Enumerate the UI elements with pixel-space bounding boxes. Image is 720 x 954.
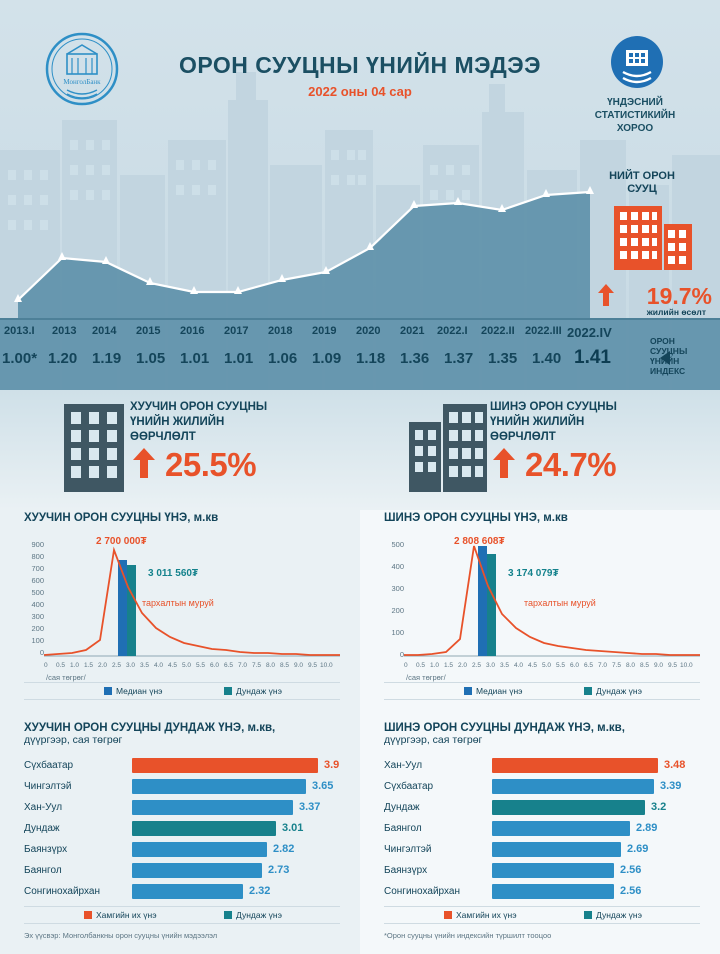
up-arrow-icon — [598, 284, 614, 306]
district-value: 2.32 — [249, 885, 271, 897]
legend-mean — [584, 686, 642, 696]
legend-median-label: Медиан үнэ — [476, 686, 523, 696]
legend-max — [84, 910, 157, 920]
district-value: 3.65 — [312, 780, 334, 792]
district-value: 3.01 — [282, 822, 304, 834]
x-tick: 0 — [44, 662, 48, 669]
year-label: 2016 — [180, 325, 205, 337]
index-value: 1.35 — [488, 350, 518, 367]
x-tick: 8.0 — [626, 662, 636, 669]
table-row — [24, 777, 344, 798]
new-mean-label: 3 174 079₮ — [508, 568, 559, 579]
legend-swatch-max-icon — [444, 911, 452, 919]
district-bar — [492, 821, 630, 836]
x-tick: 2.5 — [472, 662, 482, 669]
y-tick: 300 — [31, 612, 44, 621]
district-value: 2.56 — [620, 885, 642, 897]
new-dist-legend — [384, 682, 700, 700]
building-icon-dark-right — [405, 400, 491, 496]
legend-max-label: Хамгийн их үнэ — [96, 910, 157, 920]
yearly-change-band — [0, 390, 720, 510]
x-tick: 3.5 — [140, 662, 150, 669]
new-bars-title-sub: дүүргээр, сая төгрөг — [384, 734, 483, 746]
index-value: 1.40 — [532, 350, 562, 367]
x-tick: 5.0 — [182, 662, 192, 669]
legend-swatch-mean-icon — [224, 687, 232, 695]
old-curve-annotation: тархалтын муруй — [142, 598, 214, 608]
table-row — [384, 798, 704, 819]
new-housing-panel — [360, 510, 720, 954]
legend-avg-label: Дундаж үнэ — [596, 910, 642, 920]
old-district-bars — [24, 756, 344, 903]
old-housing-panel — [0, 510, 360, 954]
x-tick: 1.0 — [430, 662, 440, 669]
district-name: Сүхбаатар — [24, 760, 74, 771]
old-housing-change-pct: 25.5% — [165, 446, 257, 483]
x-tick: 9.0 — [654, 662, 664, 669]
district-name: Чингэлтэй — [24, 781, 72, 792]
x-tick: 7.0 — [238, 662, 248, 669]
new-dist-unit: /сая төгрөг/ — [406, 673, 446, 682]
x-tick: 3.0 — [486, 662, 496, 669]
old-mean-label: 3 011 560₮ — [148, 568, 199, 579]
legend-max-label: Хамгийн их үнэ — [456, 910, 517, 920]
district-name: Дундаж — [24, 823, 60, 834]
table-row — [24, 840, 344, 861]
y-tick: 400 — [391, 562, 404, 571]
page-subtitle: 2022 оны 04 сар — [308, 84, 412, 99]
district-value: 2.69 — [627, 843, 649, 855]
new-housing-change-block — [360, 390, 720, 510]
index-value: 1.06 — [268, 350, 298, 367]
up-arrow-icon-new — [493, 448, 515, 478]
district-name: Сонгинохайрхан — [384, 886, 460, 897]
district-name: Баянгол — [24, 865, 62, 876]
old-title-line-1: ХУУЧИН ОРОН СУУЦНЫ — [130, 401, 268, 413]
index-value: 1.41 — [574, 347, 611, 368]
x-tick: 6.5 — [224, 662, 234, 669]
x-tick: 2.0 — [98, 662, 108, 669]
x-tick: 10.0 — [680, 662, 693, 669]
new-bars-title — [384, 722, 704, 746]
x-tick: 1.0 — [70, 662, 80, 669]
year-label: 2022.II — [481, 325, 515, 337]
legend-median-label: Медиан үнэ — [116, 686, 163, 696]
district-bar — [132, 884, 243, 899]
new-dist-chart — [384, 536, 700, 682]
total-housing-growth-sub: жилийн өсөлт — [646, 307, 706, 317]
hpi-label-1: ОРОН — [650, 336, 675, 346]
x-tick: 2.0 — [458, 662, 468, 669]
year-label: 2022.IV — [567, 325, 612, 340]
district-bar — [492, 758, 658, 773]
district-value: 3.9 — [324, 759, 340, 771]
table-row — [24, 756, 344, 777]
legend-avg — [224, 910, 282, 920]
x-tick: 2.5 — [112, 662, 122, 669]
y-tick: 0 — [399, 650, 404, 659]
index-value: 1.18 — [356, 350, 386, 367]
index-value: 1.09 — [312, 350, 342, 367]
district-value: 3.39 — [660, 780, 682, 792]
new-bars-title-main: ШИНЭ ОРОН СУУЦНЫ ДУНДАЖ ҮНЭ, м.кв, — [384, 722, 625, 734]
old-housing-change-title — [130, 400, 320, 445]
page-title: ОРОН СУУЦНЫ ҮНИЙН МЭДЭЭ — [178, 52, 542, 78]
old-dist-title: ХУУЧИН ОРОН СУУЦНЫ ҮНЭ, м.кв — [24, 512, 219, 524]
table-row — [384, 861, 704, 882]
total-housing-label — [582, 170, 702, 196]
district-name: Баянгол — [384, 823, 422, 834]
legend-median — [104, 686, 163, 696]
district-bar — [132, 863, 262, 878]
index-value: 1.36 — [400, 350, 430, 367]
building-icon-orange — [608, 198, 698, 272]
x-tick: 7.5 — [252, 662, 262, 669]
district-value: 2.56 — [620, 864, 642, 876]
x-tick: 4.0 — [514, 662, 524, 669]
table-row — [24, 819, 344, 840]
year-label: 2021 — [400, 325, 425, 337]
new-housing-change-title — [490, 400, 680, 445]
legend-swatch-mean-icon — [584, 687, 592, 695]
year-label: 2020 — [356, 325, 381, 337]
y-tick: 100 — [31, 636, 44, 645]
legend-mean-label: Дундаж үнэ — [596, 686, 642, 696]
district-bar — [492, 842, 621, 857]
old-source-note: Эх үүсвэр: Монголбанкны орон сууцны үнийн мэдээлэл — [24, 931, 218, 940]
legend-swatch-avg-icon — [584, 911, 592, 919]
district-value: 2.73 — [268, 864, 290, 876]
district-value: 3.48 — [664, 759, 686, 771]
old-title-line-3: ӨӨРЧЛӨЛТ — [130, 431, 196, 443]
old-bars-legend — [24, 906, 340, 924]
y-tick: 200 — [31, 624, 44, 633]
total-housing-label-2: СУУЦ — [627, 183, 657, 195]
district-bar — [492, 779, 654, 794]
district-value: 2.82 — [273, 843, 295, 855]
district-value: 3.2 — [651, 801, 667, 813]
y-tick: 900 — [31, 540, 44, 549]
new-bars-legend — [384, 906, 700, 924]
y-tick: 100 — [391, 628, 404, 637]
new-title-line-3: ӨӨРЧЛӨЛТ — [490, 431, 556, 443]
old-dist-unit: /сая төгрөг/ — [46, 673, 86, 682]
district-bar — [492, 863, 614, 878]
old-bars-title — [24, 722, 344, 746]
year-label: 2019 — [312, 325, 337, 337]
legend-swatch-max-icon — [84, 911, 92, 919]
year-label: 2014 — [92, 325, 117, 337]
year-label: 2013.I — [4, 325, 35, 337]
legend-median — [464, 686, 523, 696]
district-bar — [132, 758, 318, 773]
new-title-line-2: ҮНИЙН ЖИЛИЙН — [490, 416, 585, 428]
year-label: 2022.III — [525, 325, 562, 337]
new-title-line-1: ШИНЭ ОРОН СУУЦНЫ — [490, 401, 617, 413]
hpi-label-3: ҮНИЙН — [650, 356, 680, 366]
old-housing-change-block — [0, 390, 360, 510]
x-tick: 5.0 — [542, 662, 552, 669]
district-bar — [492, 800, 645, 815]
legend-avg-label: Дундаж үнэ — [236, 910, 282, 920]
index-value: 1.20 — [48, 350, 78, 367]
x-tick: 8.5 — [280, 662, 290, 669]
y-tick: 300 — [391, 584, 404, 593]
district-bar — [132, 800, 293, 815]
new-dist-xticks — [406, 662, 700, 672]
nso-label — [560, 96, 710, 135]
old-median-label: 2 700 000₮ — [96, 536, 147, 547]
old-dist-xticks — [46, 662, 340, 672]
up-arrow-icon-old — [133, 448, 155, 478]
district-name: Сүхбаатар — [384, 781, 434, 792]
x-tick: 0 — [404, 662, 408, 669]
table-row — [384, 882, 704, 903]
new-source-note: *Орон сууцны үнийн индексийн түршилт тооцоо — [384, 931, 552, 940]
x-tick: 0.5 — [56, 662, 66, 669]
x-tick: 8.5 — [640, 662, 650, 669]
district-bar — [132, 779, 306, 794]
legend-avg — [584, 910, 642, 920]
legend-swatch-median-icon — [464, 687, 472, 695]
district-name: Сонгинохайрхан — [24, 886, 100, 897]
y-tick: 800 — [31, 552, 44, 561]
x-tick: 5.5 — [196, 662, 206, 669]
y-tick: 500 — [391, 540, 404, 549]
y-tick: 400 — [31, 600, 44, 609]
hero-section — [0, 0, 720, 390]
new-dist-title: ШИНЭ ОРОН СУУЦНЫ ҮНЭ, м.кв — [384, 512, 568, 524]
x-tick: 3.5 — [500, 662, 510, 669]
index-value: 1.01 — [180, 350, 210, 367]
year-label: 2017 — [224, 325, 249, 337]
x-tick: 4.0 — [154, 662, 164, 669]
x-tick: 6.0 — [210, 662, 220, 669]
hpi-label-4: ИНДЕКС — [650, 366, 686, 376]
y-tick: 500 — [31, 588, 44, 597]
x-tick: 0.5 — [416, 662, 426, 669]
index-axis-years — [0, 325, 720, 343]
svg-text:МонголБанк: МонголБанк — [63, 78, 101, 86]
old-title-line-2: ҮНИЙН ЖИЛИЙН — [130, 416, 225, 428]
total-housing-growth: 19.7% — [646, 283, 712, 309]
table-row — [384, 840, 704, 861]
year-label: 2015 — [136, 325, 161, 337]
legend-swatch-median-icon — [104, 687, 112, 695]
legend-mean-label: Дундаж үнэ — [236, 686, 282, 696]
table-row — [24, 882, 344, 903]
nso-line-3: ХОРОО — [616, 123, 654, 134]
old-bars-title-sub: дүүргээр, сая төгрөг — [24, 734, 123, 746]
district-name: Хан-Уул — [384, 760, 423, 771]
y-tick: 0 — [39, 648, 44, 657]
old-dist-legend — [24, 682, 340, 700]
x-tick: 9.5 — [308, 662, 318, 669]
x-tick: 7.5 — [612, 662, 622, 669]
x-tick: 4.5 — [528, 662, 538, 669]
table-row — [24, 798, 344, 819]
district-bar — [492, 884, 614, 899]
table-row — [384, 756, 704, 777]
x-tick: 9.5 — [668, 662, 678, 669]
table-row — [384, 777, 704, 798]
x-tick: 4.5 — [168, 662, 178, 669]
year-label: 2013 — [52, 325, 77, 337]
district-name: Чингэлтэй — [384, 844, 432, 855]
y-tick: 600 — [31, 576, 44, 585]
new-median-label: 2 808 608₮ — [454, 536, 505, 547]
x-tick: 1.5 — [444, 662, 454, 669]
old-dist-chart — [24, 536, 340, 682]
y-tick: 200 — [391, 606, 404, 615]
new-housing-change-pct: 24.7% — [525, 446, 617, 483]
x-tick: 6.5 — [584, 662, 594, 669]
x-tick: 6.0 — [570, 662, 580, 669]
index-value: 1.05 — [136, 350, 166, 367]
index-value: 1.19 — [92, 350, 122, 367]
district-bar — [132, 821, 276, 836]
old-bars-title-main: ХУУЧИН ОРОН СУУЦНЫ ДУНДАЖ ҮНЭ, м.кв, — [24, 722, 276, 734]
district-value: 2.89 — [636, 822, 658, 834]
year-label: 2022.I — [437, 325, 468, 337]
district-bar — [132, 842, 267, 857]
legend-max — [444, 910, 517, 920]
x-tick: 7.0 — [598, 662, 608, 669]
y-tick: 700 — [31, 564, 44, 573]
new-curve-annotation: тархалтын муруй — [524, 598, 596, 608]
index-value: 1.01 — [224, 350, 254, 367]
district-name: Хан-Уул — [24, 802, 63, 813]
x-tick: 10.0 — [320, 662, 333, 669]
x-tick: 8.0 — [266, 662, 276, 669]
nso-line-1: ҮНДЭСНИЙ — [607, 97, 663, 108]
district-name: Баянзүрх — [384, 865, 428, 876]
district-name: Дундаж — [384, 802, 420, 813]
total-housing-label-1: НИЙТ ОРОН — [609, 170, 675, 182]
x-tick: 3.0 — [126, 662, 136, 669]
table-row — [384, 819, 704, 840]
index-value: 1.00* — [2, 350, 38, 367]
building-icon-dark-left — [58, 400, 130, 496]
index-axis-values — [0, 347, 720, 376]
new-district-bars — [384, 756, 704, 903]
x-tick: 1.5 — [84, 662, 94, 669]
index-value: 1.37 — [444, 350, 474, 367]
district-value: 3.37 — [299, 801, 321, 813]
legend-swatch-avg-icon — [224, 911, 232, 919]
nso-line-2: СТАТИСТИКИЙН — [594, 110, 676, 121]
hpi-label-2: СУУЦНЫ — [650, 346, 688, 356]
year-label: 2018 — [268, 325, 293, 337]
x-tick: 5.5 — [556, 662, 566, 669]
x-tick: 9.0 — [294, 662, 304, 669]
table-row — [24, 861, 344, 882]
legend-mean — [224, 686, 282, 696]
district-name: Баянзүрх — [24, 844, 68, 855]
